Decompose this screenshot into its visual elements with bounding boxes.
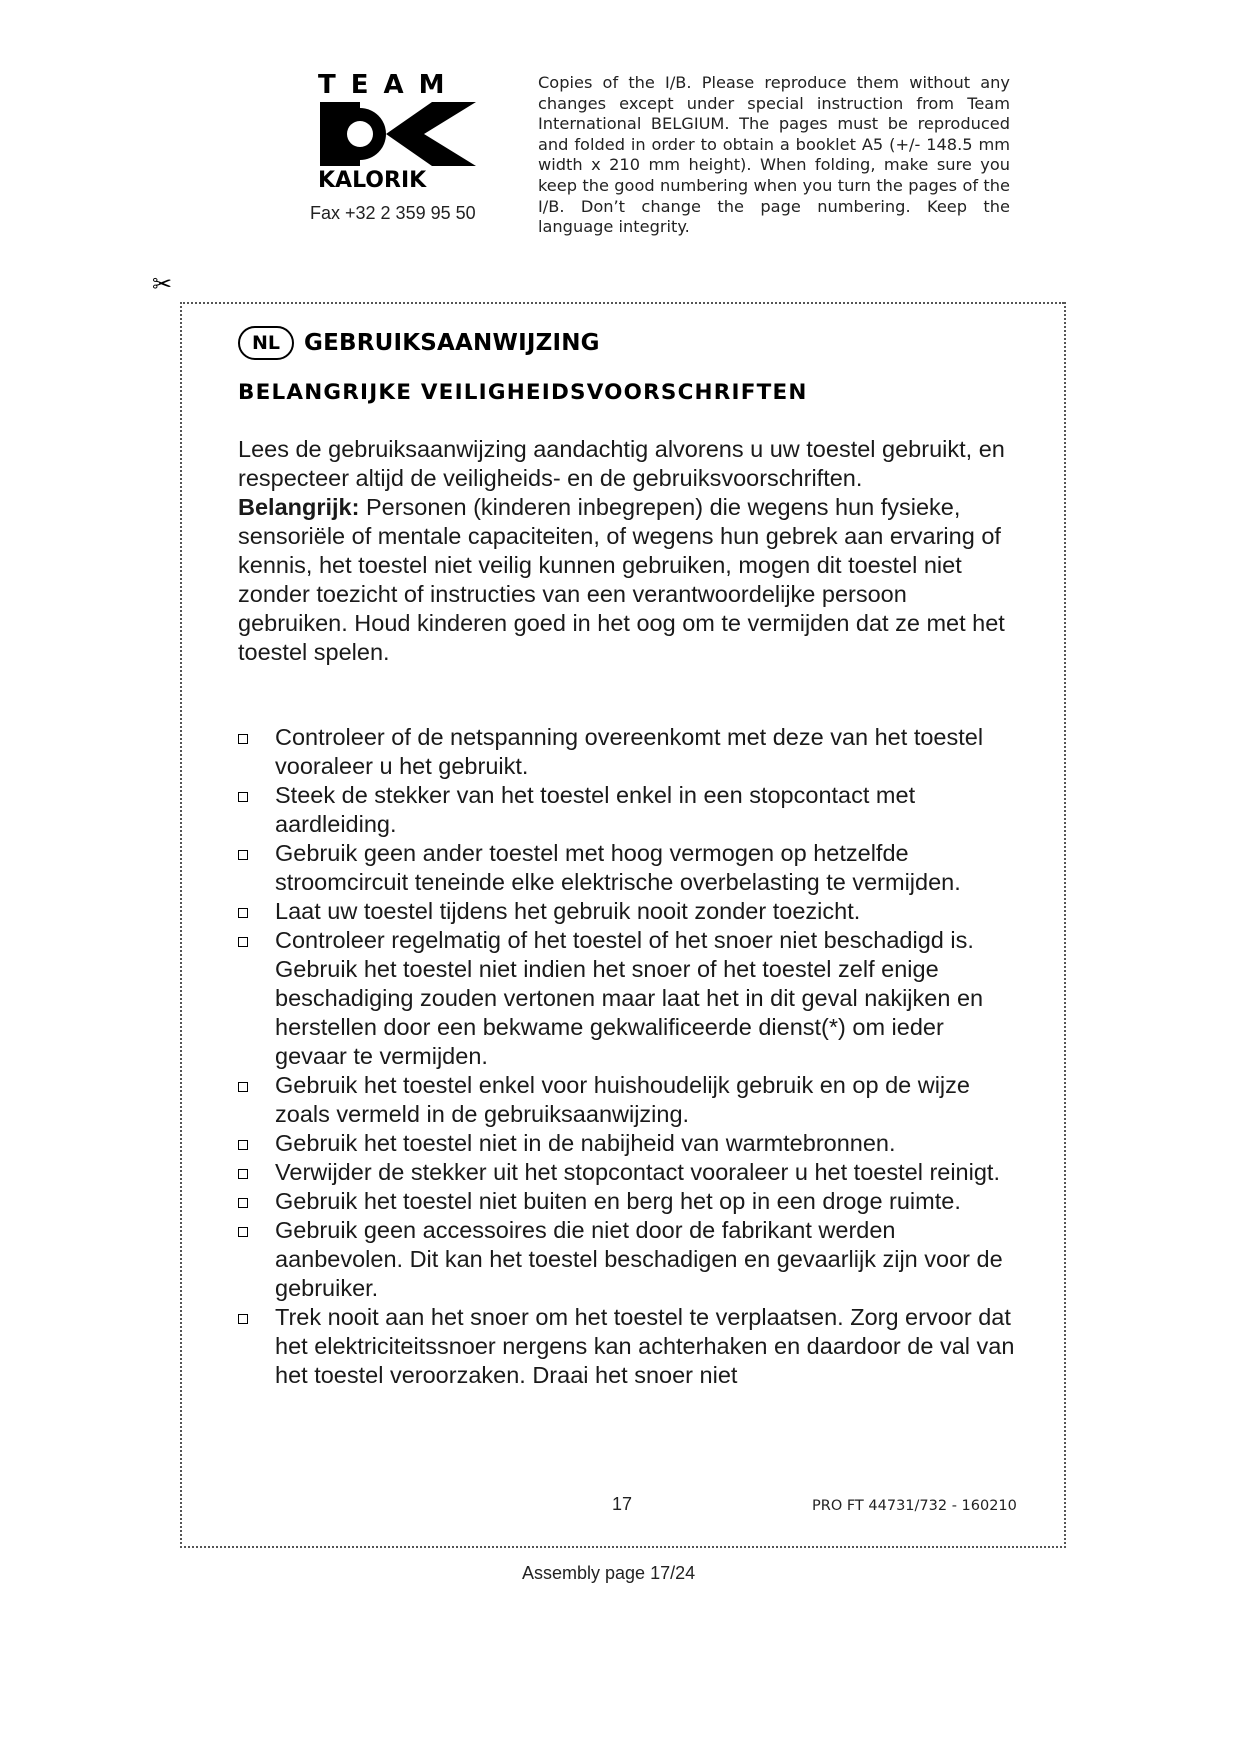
list-item <box>238 781 1018 839</box>
section-title: BELANGRIJKE VEILIGHEIDSVOORSCHRIFTEN <box>238 380 808 405</box>
important-paragraph <box>238 493 1018 667</box>
list-item-text: Verwijder de stekker uit het stopcontact vooraleer u het toestel reinigt. <box>275 1159 1000 1185</box>
list-item-text: Gebruik geen ander toestel met hoog vermogen op hetzelfde stroomcircuit teneinde elke elektrische overbelasting te vermijden. <box>275 840 961 895</box>
logo-kalorik-text: KALORIK <box>318 168 427 193</box>
list-item-text: Trek nooit aan het snoer om het toestel te verplaatsen. Zorg ervoor dat het elektriciteitssnoer nergens kan achterhaken en daardoor de val van het toestel veroorzaken. Draai het snoer niet <box>275 1304 1015 1388</box>
list-item <box>238 897 1018 926</box>
kalorik-logo-mark-icon <box>320 102 476 166</box>
manual-title: GEBRUIKSAANWIJZING <box>304 330 600 356</box>
checkbox-icon <box>238 1082 248 1092</box>
list-item-text: Gebruik geen accessoires die niet door de fabrikant werden aanbevolen. Dit kan het toestel beschadigen en gevaarlijk zijn voor de gebruiker. <box>275 1217 1003 1301</box>
checkbox-icon <box>238 734 248 744</box>
checkbox-icon <box>238 1314 248 1324</box>
checkbox-icon <box>238 908 248 918</box>
list-item-text: Laat uw toestel tijdens het gebruik nooit zonder toezicht. <box>275 898 861 924</box>
intro-paragraph: Lees de gebruiksaanwijzing aandachtig alvorens u uw toestel gebruikt, en respecteer altijd de veiligheids- en de gebruiksvoorschriften. <box>238 436 1005 491</box>
page-number: 17 <box>612 1494 633 1514</box>
intro-block <box>238 435 1018 667</box>
checkbox-icon <box>238 1198 248 1208</box>
important-text: Personen (kinderen inbegrepen) die wegens hun fysieke, sensoriële of mentale capaciteiten, of wegens hun gebrek aan ervaring of kennis, het toestel niet veilig kunnen gebruiken, mogen dit toestel niet zonder toezicht of instructies van een verantwoordelijke persoon gebruiken. Houd kinderen goed in het oog om te vermijden dat ze met het toestel spelen. <box>238 494 1005 665</box>
list-item <box>238 1071 1018 1129</box>
list-item-text: Steek de stekker van het toestel enkel in een stopcontact met aardleiding. <box>275 782 916 837</box>
assembly-page-label: Assembly page 17/24 <box>522 1563 696 1583</box>
list-item <box>238 1129 1018 1158</box>
list-item <box>238 926 1018 1071</box>
scissors-icon: ✂ <box>152 271 173 298</box>
list-item-text: Controleer of de netspanning overeenkomt met deze van het toestel vooraleer u het gebruikt. <box>275 724 984 779</box>
logo-team-text: TEAM <box>318 70 460 100</box>
list-item <box>238 723 1018 781</box>
model-code: PRO FT 44731/732 - 160210 <box>812 1498 1017 1514</box>
list-item-text: Gebruik het toestel niet in de nabijheid van warmtebronnen. <box>275 1130 896 1156</box>
checkbox-icon <box>238 1140 248 1150</box>
checkbox-icon <box>238 1169 248 1179</box>
safety-list <box>238 723 1018 1390</box>
checkbox-icon <box>238 1227 248 1237</box>
reproduction-notice: Copies of the I/B. Please reproduce them without any changes except under special instruction from Team International BELGIUM. The pages must be reproduced and folded in order to obtain a booklet A5 (+/- 148.5 mm width x 210 mm height). When folding, make sure you keep the good numbering when you turn the pages of the I/B. Don’t change the page numbering. Keep the language integrity. <box>538 73 1010 237</box>
list-item <box>238 1158 1018 1187</box>
list-item-text: Gebruik het toestel niet buiten en berg het op in een droge ruimte. <box>275 1188 961 1214</box>
important-label: Belangrijk: <box>238 494 360 520</box>
checkbox-icon <box>238 792 248 802</box>
fax-number: Fax +32 2 359 95 50 <box>310 203 476 223</box>
checkbox-icon <box>238 937 248 947</box>
list-item-text: Controleer regelmatig of het toestel of het snoer niet beschadigd is. Gebruik het toestel niet indien het snoer of het toestel zelf enige beschadiging zouden vertonen maar laat het in dit geval nakijken en herstellen door een bekwame gekwalificeerde dienst(*) om ieder gevaar te vermijden. <box>275 927 984 1069</box>
list-item <box>238 1187 1018 1216</box>
list-item <box>238 839 1018 897</box>
list-item-text: Gebruik het toestel enkel voor huishoudelijk gebruik en op de wijze zoals vermeld in de gebruiksaanwijzing. <box>275 1072 970 1127</box>
team-kalorik-logo <box>318 70 478 194</box>
language-badge: NL <box>238 326 294 360</box>
list-item <box>238 1216 1018 1303</box>
language-heading <box>238 324 600 362</box>
list-item <box>238 1303 1018 1390</box>
checkbox-icon <box>238 850 248 860</box>
